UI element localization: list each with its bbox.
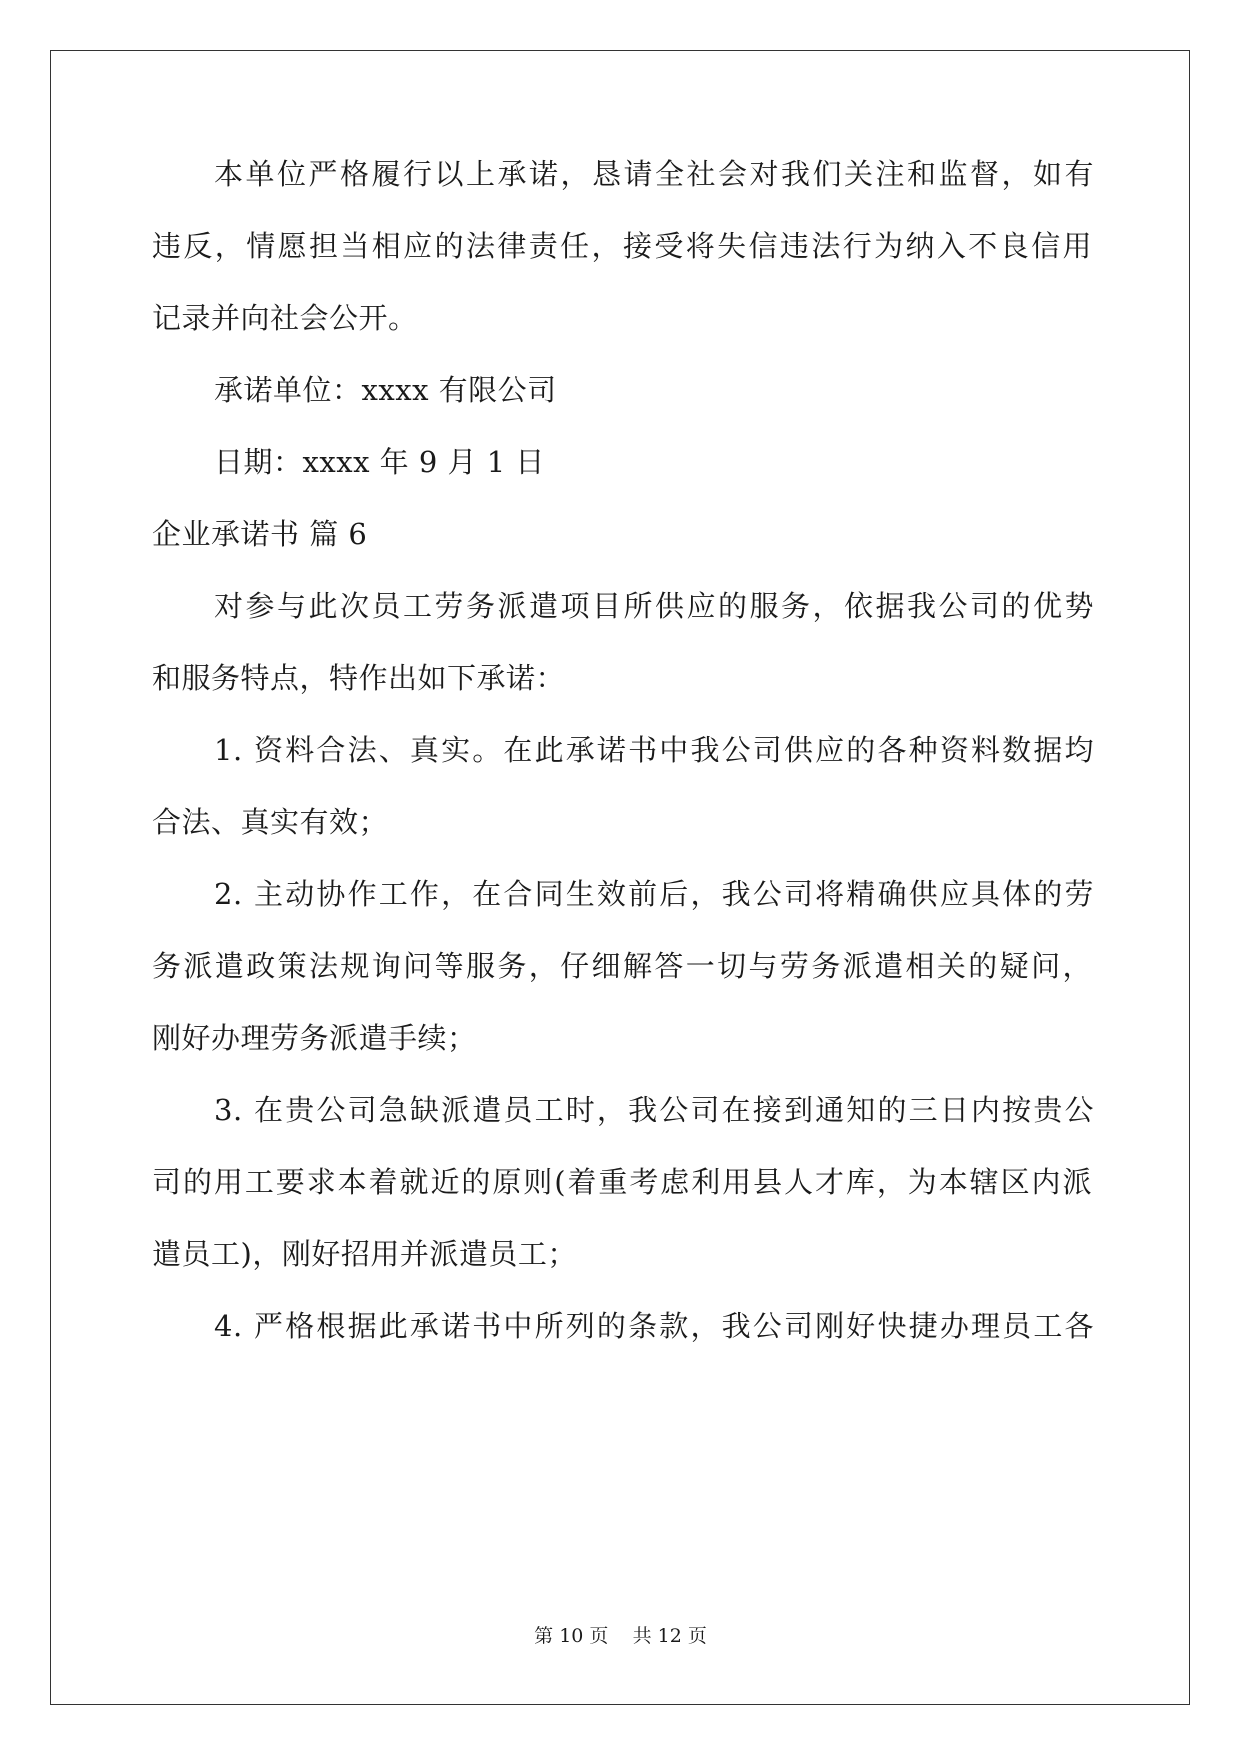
date-line: 日期：xxxx 年 9 月 1 日 bbox=[214, 445, 545, 479]
list-item-line: 合法、真实有效； bbox=[152, 805, 389, 839]
paragraph-line: 和服务特点，特作出如下承诺： bbox=[152, 661, 566, 695]
list-item-line: 1. 资料合法、真实。在此承诺书中我公司供应的各种资料数据均 bbox=[214, 733, 1094, 767]
paragraph-line: 对参与此次员工劳务派遣项目所供应的服务，依据我公司的优势 bbox=[214, 589, 1094, 623]
list-item-line: 2. 主动协作工作，在合同生效前后，我公司将精确供应具体的劳 bbox=[214, 877, 1094, 911]
list-item-line: 务派遣政策法规询问等服务，仔细解答一切与劳务派遣相关的疑问， bbox=[152, 949, 1092, 983]
list-item-line: 3. 在贵公司急缺派遣员工时，我公司在接到通知的三日内按贵公 bbox=[214, 1093, 1094, 1127]
signer-line: 承诺单位：xxxx 有限公司 bbox=[214, 373, 557, 407]
page-footer: 第 10 页 共 12 页 bbox=[534, 1625, 707, 1647]
paragraph-line: 记录并向社会公开。 bbox=[152, 301, 418, 335]
section-heading: 企业承诺书 篇 6 bbox=[152, 517, 368, 551]
paragraph-line: 本单位严格履行以上承诺，恳请全社会对我们关注和监督，如有 bbox=[214, 157, 1094, 191]
paragraph-line: 违反，情愿担当相应的法律责任，接受将失信违法行为纳入不良信用 bbox=[152, 229, 1092, 263]
list-item-line: 司的用工要求本着就近的原则(着重考虑利用县人才库，为本辖区内派 bbox=[152, 1165, 1092, 1199]
list-item-line: 刚好办理劳务派遣手续； bbox=[152, 1021, 477, 1055]
list-item-line: 遣员工)，刚好招用并派遣员工； bbox=[152, 1237, 577, 1271]
list-item-line: 4. 严格根据此承诺书中所列的条款，我公司刚好快捷办理员工各 bbox=[214, 1309, 1094, 1343]
